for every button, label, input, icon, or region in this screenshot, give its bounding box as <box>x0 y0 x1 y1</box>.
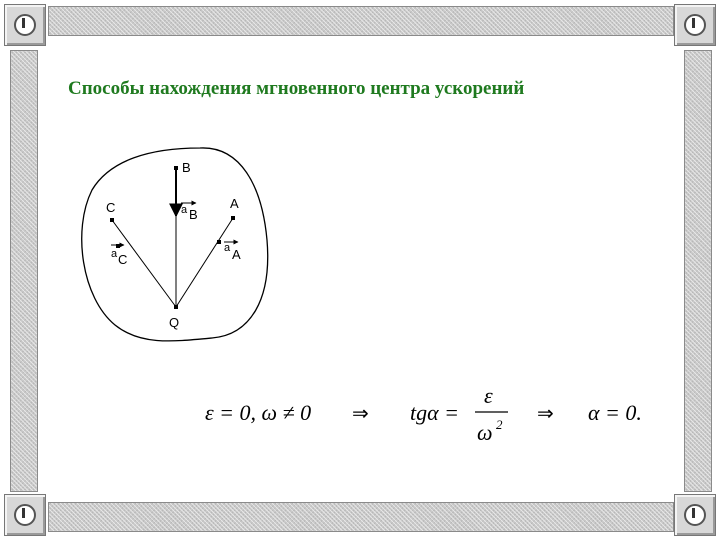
label-A: A <box>230 196 239 211</box>
slide-title: Способы нахождения мгновенного центра ускорений <box>68 78 525 99</box>
vector-aB-subscript: B <box>189 207 198 222</box>
formula-result: α = 0. <box>588 400 642 425</box>
vector-aC-subscript: C <box>118 252 128 267</box>
body-outline <box>82 148 268 341</box>
label-Q: Q <box>169 315 180 330</box>
formula-numerator: ε <box>484 383 493 408</box>
vector-aB-symbol: a <box>181 204 188 216</box>
formula-condition: ε = 0, ω ≠ 0 <box>205 400 312 425</box>
label-B: B <box>182 160 191 175</box>
formula-denominator: ω <box>477 420 493 445</box>
formula-implies-1: ⇒ <box>352 403 369 425</box>
point-aA-tip <box>217 240 221 244</box>
point-C <box>110 218 114 222</box>
vector-aC-symbol: a <box>111 248 118 260</box>
point-B <box>174 166 178 170</box>
vector-aA-subscript: A <box>232 247 241 262</box>
formula-tg-lhs: tgα = <box>410 400 460 425</box>
point-A <box>231 216 235 220</box>
label-C: C <box>106 200 116 215</box>
line-A-Q <box>176 218 233 307</box>
formula-exponent: 2 <box>496 417 503 432</box>
formula-implies-2: ⇒ <box>537 403 554 425</box>
vector-aA-symbol: a <box>224 242 231 254</box>
point-Q <box>174 305 178 309</box>
